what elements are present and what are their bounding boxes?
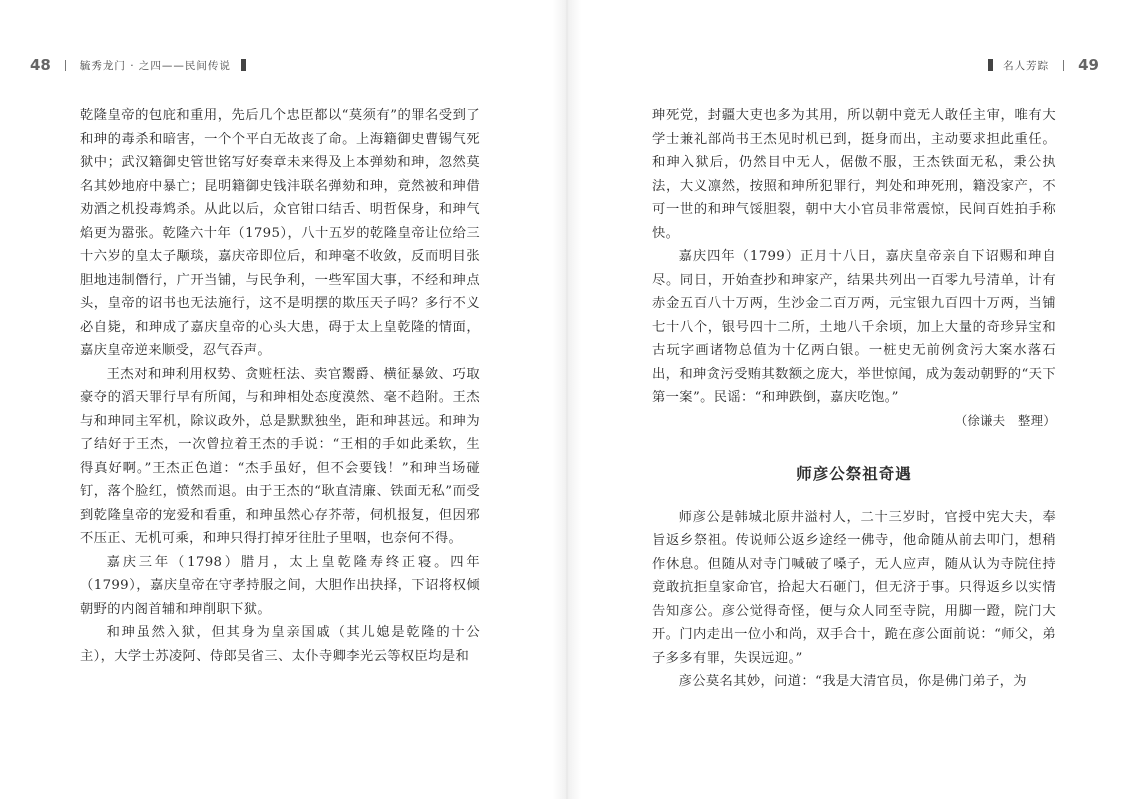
body-paragraph: 乾隆皇帝的包庇和重用，先后几个忠臣都以“莫须有”的罪名受到了和珅的毒杀和暗害，一个个平白无故丧了命。上海籍御史曹锡气死狱中；武汉籍御史管世铭写好奏章未来得及上本弹劾和珅，忽然莫名其妙地府中暴亡；昆明籍御史钱沣联名弹劾和珅，竟然被和珅借劝酒之机投毒鸩杀。从此以后，众官钳口结舌、明哲保身，和珅气焰更为嚣张。乾隆六十年（1795），八十五岁的乾隆皇帝让位给三十六岁的皇太子颙琰，嘉庆帝即位后，和珅毫不收敛，反而明目张胆地违制僭行，广开当铺，与民争利，一些军国大事，不经和珅点头，皇帝的诏书也无法施行，这不是明摆的欺压天子吗？多行不义必自毙，和珅成了嘉庆皇帝的心头大患，碍于太上皇乾隆的情面，嘉庆皇帝逆来顺受，忍气吞声。 [80, 108, 480, 358]
body-paragraph: 珅死党，封疆大吏也多为其用，所以朝中竟无人敢任主审，唯有大学士兼礼部尚书王杰见时机已到，挺身而出，主动要求担此重任。和珅入狱后，仍然目中无人，倨傲不服，王杰铁面无私，秉公执法，大义凛然，按照和珅所犯罪行，判处和珅死刑，籍没家产，不可一世的和珅气馁胆裂，朝中大小官员非常震惊，民间百姓拍手称快。 [652, 108, 1056, 241]
body-paragraph: 彦公莫名其妙，问道：“我是大清官员，你是佛门弟子，为 [678, 674, 1027, 689]
book-gutter [553, 0, 581, 799]
right-page-number: 49 [1078, 56, 1099, 74]
left-page-header [30, 54, 256, 76]
left-running-title: 毓秀龙门 · 之四——民间传说 [79, 59, 231, 72]
body-paragraph: 嘉庆三年（1798）腊月，太上皇乾隆寿终正寝。四年（1799），嘉庆皇帝在守孝持服之间，大胆作出抉择，下诏将权倾朝野的内阁首辅和珅削职下狱。 [80, 554, 480, 617]
left-page-body [80, 104, 480, 668]
right-page-body [652, 104, 1056, 694]
body-paragraph: 王杰对和珅利用权势、贪赃枉法、卖官鬻爵、横征暴敛、巧取豪夺的滔天罪行早有所闻，与和珅相处态度漠然、毫不趋附。王杰与和珅同主军机，除议政外，总是默默独坐，距和珅甚远。和珅为了结好于王杰，一次曾拉着王杰的手说：“王相的手如此柔软，生得真好啊。”王杰正色道：“杰手虽好，但不会要钱！”和珅当场碰钉，落个脸红，愤然而退。由于王杰的“耿直清廉、铁面无私”而受到乾隆皇帝的宠爱和看重，和珅虽然心存芥蒂，伺机报复，但因邪不压正、无机可乘，和珅只得打掉牙往肚子里咽，也奈何不得。 [80, 366, 480, 546]
right-page-header [978, 54, 1099, 76]
header-divider [65, 60, 66, 71]
body-paragraph: 和珅虽然入狱，但其身为皇亲国戚（其儿媳是乾隆的十公主），大学士苏凌阿、侍郎吴省三、太仆寺卿李光云等权臣均是和 [80, 625, 480, 664]
left-page-number: 48 [30, 56, 51, 74]
header-block-marker [241, 59, 246, 71]
section-title: 师彦公祭祖奇遇 [796, 464, 912, 483]
body-paragraph: 嘉庆四年（1799）正月十八日，嘉庆皇帝亲自下诏赐和珅自尽。同日，开始查抄和珅家产，结果共列出一百零九号清单，计有赤金五百八十万两，生沙金二百万两，元宝银九百四十万两，当铺七十八个，银号四十二所，土地八千余顷，加上大量的奇珍异宝和古玩字画诸物总值为十亿两白银。一桩史无前例贪污大案水落石出，和珅贪污受贿其数额之庞大，举世惊闻，成为轰动朝野的“天下第一案”。民谣：“和珅跌倒，嘉庆吃饱。” [652, 249, 1056, 405]
right-running-title: 名人芳踪 [1003, 59, 1050, 72]
header-block-marker [988, 59, 993, 71]
header-divider [1063, 60, 1064, 71]
editor-credit: （徐谦夫 整理） [954, 413, 1056, 428]
body-paragraph: 师彦公是韩城北原井溢村人，二十三岁时，官授中宪大夫，奉旨返乡祭祖。传说师公返乡途经一佛寺，他命随从前去叩门，想稍作休息。但随从对寺门喊破了嗓子，无人应声，随从认为寺院住持竟敢抗拒皇家命官，拾起大石砸门，但无济于事。只得返乡以实情告知彦公。彦公觉得奇怪，便与众人同至寺院，用脚一蹬，院门大开。门内走出一位小和尚，双手合十，跪在彦公面前说：“师父，弟子多多有罪，失误远迎。” [652, 509, 1056, 666]
